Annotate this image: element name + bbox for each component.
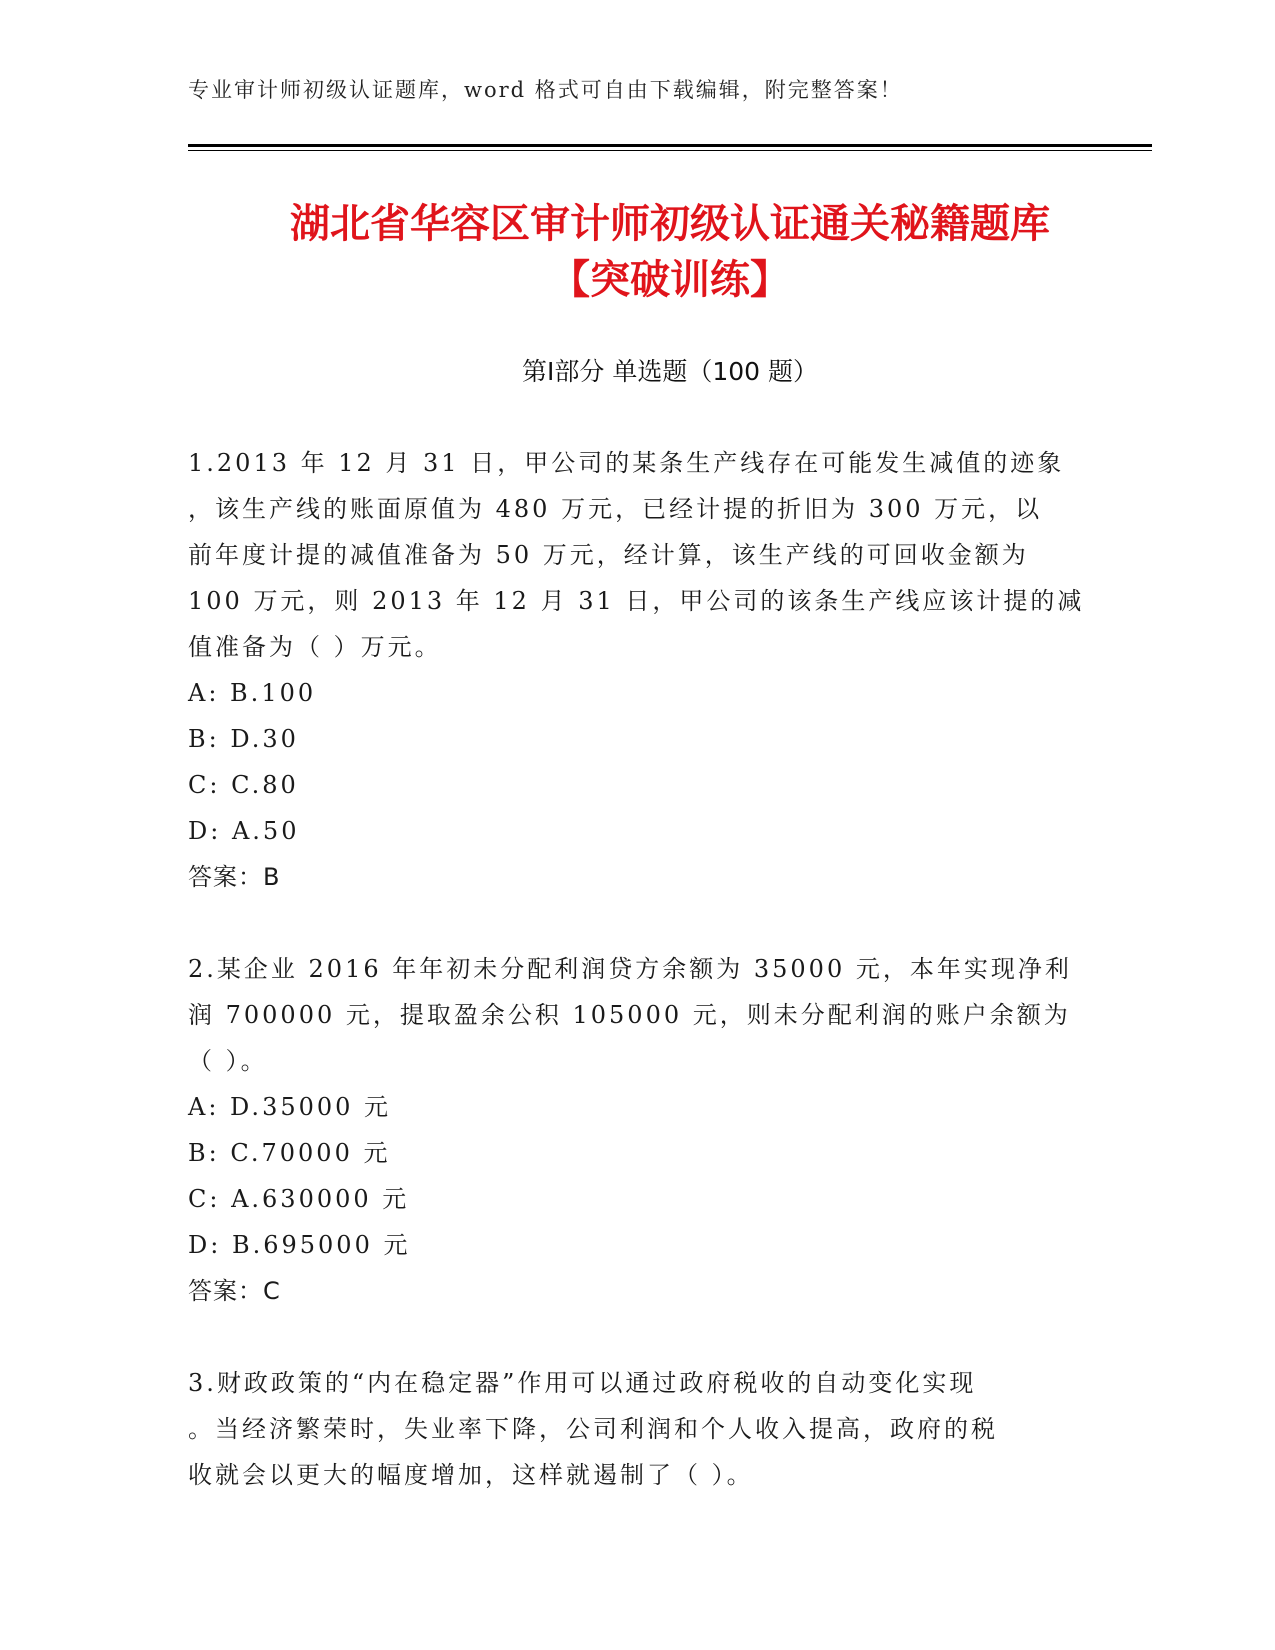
question-stem-line: 。当经济繁荣时，失业率下降，公司利润和个人收入提高，政府的税 (188, 1415, 998, 1443)
document-title-line-1: 湖北省华容区审计师初级认证通关秘籍题库 (290, 201, 1050, 247)
question-stem-line: （ ）。 (188, 1047, 268, 1075)
option-a: A: D.35000 元 (188, 1093, 392, 1121)
answer-label: 答案：B (188, 863, 281, 891)
question-stem-line: 3.财政政策的“内在稳定器”作用可以通过政府税收的自动变化实现 (188, 1369, 977, 1397)
question-stem-line: 1.2013 年 12 月 31 日，甲公司的某条生产线存在可能发生减值的迹象 (188, 449, 1065, 477)
section-heading: 第Ⅰ部分 单选题（100 题） (522, 357, 818, 386)
answer-label: 答案：C (188, 1277, 281, 1305)
header-rule-thin (188, 150, 1152, 151)
question-stem-line: ，该生产线的账面原值为 480 万元，已经计提的折旧为 300 万元，以 (188, 495, 1043, 523)
question-3 (188, 1360, 1068, 1498)
question-stem-line: 收就会以更大的幅度增加，这样就遏制了（ ）。 (188, 1461, 754, 1489)
header-rule-thick (188, 144, 1152, 147)
question-stem-line: 润 700000 元，提取盈余公积 105000 元，则未分配利润的账户余额为 (188, 1001, 1071, 1029)
option-b: B: D.30 (188, 725, 299, 753)
question-2 (188, 946, 1072, 1314)
question-stem-line: 100 万元，则 2013 年 12 月 31 日，甲公司的该条生产线应该计提的减 (188, 587, 1085, 615)
option-c: C: C.80 (188, 771, 299, 799)
question-1 (188, 440, 1085, 900)
question-stem-line: 前年度计提的减值准备为 50 万元，经计算，该生产线的可回收金额为 (188, 541, 1029, 569)
option-d: D: A.50 (188, 817, 300, 845)
header-note: 专业审计师初级认证题库，word 格式可自由下载编辑，附完整答案！ (188, 78, 903, 102)
document-title-line-2: 【突破训练】 (550, 257, 790, 303)
option-a: A: B.100 (188, 679, 317, 707)
document-title (188, 196, 1152, 308)
option-c: C: A.630000 元 (188, 1185, 410, 1213)
option-d: D: B.695000 元 (188, 1231, 411, 1259)
question-stem-line: 2.某企业 2016 年年初未分配利润贷方余额为 35000 元，本年实现净利 (188, 955, 1072, 983)
option-b: B: C.70000 元 (188, 1139, 391, 1167)
question-stem-line: 值准备为（ ）万元。 (188, 633, 442, 661)
